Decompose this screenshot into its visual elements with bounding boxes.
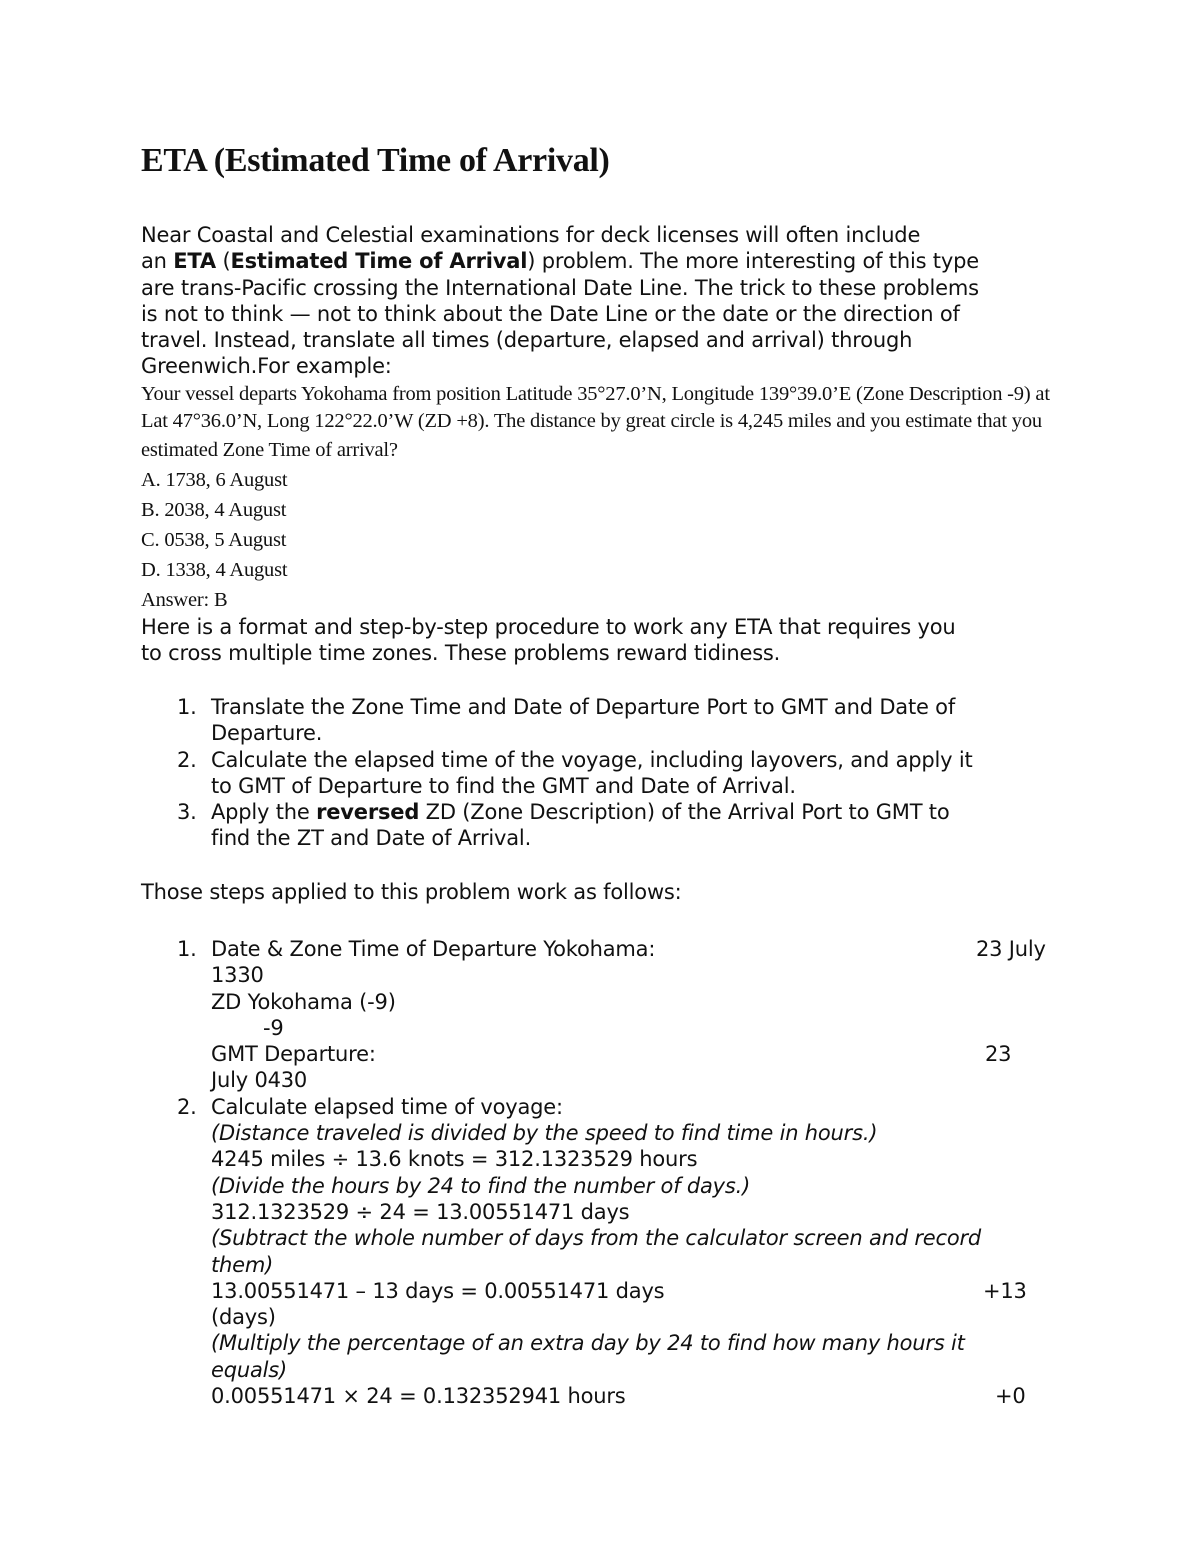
step-line: find the ZT and Date of Arrival. <box>211 826 532 851</box>
eta-bold: ETA <box>173 249 216 274</box>
step-line: Calculate the elapsed time of the voyage, including layovers, and apply it <box>211 747 973 772</box>
intro-line: Greenwich.For example: <box>141 354 392 379</box>
days-value: +13 <box>983 1278 1027 1303</box>
note-line: (Distance traveled is divided by the speed to find time in hours.) <box>211 1121 878 1146</box>
applied-heading: Those steps applied to this problem work as follows: <box>141 880 682 904</box>
gmt-time: July 0430 <box>211 1068 308 1093</box>
note-line: (Multiply the percentage of an extra day by 24 to find how many hours it <box>211 1331 965 1356</box>
step-number: 3. <box>177 800 197 825</box>
gmt-date: 23 <box>985 1042 1012 1067</box>
option-a: A. 1738, 6 August <box>141 469 288 491</box>
step-text: ZD (Zone Description) of the Arrival Port to GMT to <box>419 800 950 825</box>
calc-row <box>211 1383 1061 1409</box>
intro-paragraph <box>141 222 1081 380</box>
note-line: (Subtract the whole number of days from the calculator screen and record <box>211 1226 982 1251</box>
work-number: 1. <box>177 937 197 961</box>
list-item <box>141 694 1061 747</box>
days-unit: (days) <box>211 1305 276 1330</box>
gmt-label: GMT Departure: <box>211 1042 376 1067</box>
intro-text: an <box>141 249 174 274</box>
departure-row <box>211 936 1061 962</box>
gmt-row <box>211 1041 1061 1067</box>
note-line: them) <box>211 1252 274 1277</box>
intro-line: travel. Instead, translate all times (departure, elapsed and arrival) through <box>141 328 913 353</box>
list-item <box>141 747 1061 800</box>
option-c: C. 0538, 5 August <box>141 529 287 551</box>
calc-line: 312.1323529 ÷ 24 = 13.00551471 days <box>211 1199 630 1224</box>
departure-time: 1330 <box>211 963 264 988</box>
calc-line: 13.00551471 – 13 days = 0.00551471 days <box>211 1278 665 1303</box>
calc-row <box>211 1278 1061 1304</box>
eta-full-bold: Estimated Time of Arrival <box>230 249 528 274</box>
step-text: Apply the <box>211 800 317 825</box>
list-item <box>141 799 1061 852</box>
procedure-paragraph <box>141 614 956 667</box>
calc-line: 0.00551471 × 24 = 0.132352941 hours <box>211 1384 626 1409</box>
question-line: Lat 47°36.0’N, Long 122°22.0’W (ZD +8). The distance by great circle is 4,245 miles and you estimate that you <box>141 410 1042 432</box>
step-line <box>211 799 1061 825</box>
note-line: equals) <box>211 1357 287 1382</box>
step-line: to GMT of Departure to find the GMT and Date of Arrival. <box>211 773 796 798</box>
worked-solution <box>141 936 1061 1409</box>
zd-label: ZD Yokohama (-9) <box>211 989 396 1014</box>
intro-text: ( <box>215 249 231 274</box>
intro-line: is not to think — not to think about the Date Line or the date or the direction of <box>141 301 960 326</box>
work-number: 2. <box>177 1094 197 1119</box>
answer-line: Answer: B <box>141 589 228 611</box>
question-line: estimated Zone Time of arrival? <box>141 439 398 461</box>
step-line: Translate the Zone Time and Date of Departure Port to GMT and Date of <box>211 695 956 719</box>
option-d: D. 1338, 4 August <box>141 559 288 581</box>
calc-line: 4245 miles ÷ 13.6 knots = 312.1323529 hours <box>211 1147 698 1172</box>
zd-value: -9 <box>263 1015 284 1040</box>
intro-line: Near Coastal and Celestial examinations for deck licenses will often include <box>141 223 921 247</box>
intro-line: are trans-Pacific crossing the International Date Line. The trick to these problems <box>141 275 979 300</box>
list-item <box>141 1094 1061 1410</box>
departure-label: Date & Zone Time of Departure Yokohama: <box>211 937 656 961</box>
question-line: Your vessel departs Yokohama from position Latitude 35°27.0’N, Longitude 139°39.0’E (Zone Description -9) at <box>141 383 1050 405</box>
elapsed-heading: Calculate elapsed time of voyage: <box>211 1094 563 1119</box>
procedure-steps <box>141 694 1061 852</box>
reversed-bold: reversed <box>316 800 420 825</box>
procedure-line: Here is a format and step-by-step procedure to work any ETA that requires you <box>141 615 956 639</box>
hours-value: +0 <box>995 1384 1026 1409</box>
step-line: Departure. <box>211 721 323 746</box>
intro-line <box>141 248 1081 274</box>
procedure-line: to cross multiple time zones. These problems reward tidiness. <box>141 641 781 666</box>
departure-date: 23 July <box>976 937 1046 961</box>
step-number: 2. <box>177 747 197 772</box>
option-b: B. 2038, 4 August <box>141 499 287 521</box>
list-item <box>141 936 1061 1094</box>
note-line: (Divide the hours by 24 to find the number of days.) <box>211 1173 751 1198</box>
page-title: ETA (Estimated Time of Arrival) <box>141 142 610 179</box>
intro-text: ) problem. The more interesting of this type <box>527 249 979 274</box>
step-number: 1. <box>177 695 197 719</box>
